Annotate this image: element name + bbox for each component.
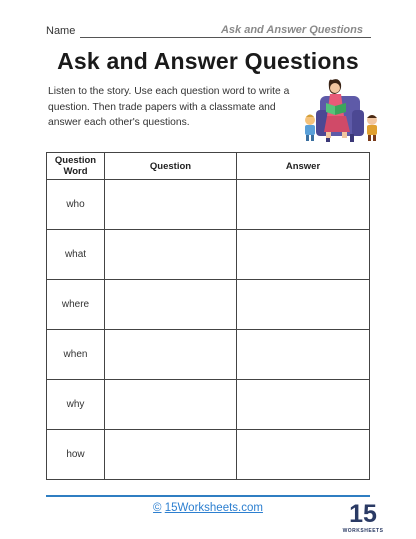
- name-line[interactable]: [80, 37, 371, 38]
- table-row: [47, 280, 370, 330]
- table-row: [47, 230, 370, 280]
- name-header: [46, 24, 371, 40]
- question-word-cell: who: [47, 180, 105, 230]
- storytime-illustration: [302, 76, 382, 144]
- question-cell[interactable]: [105, 280, 237, 330]
- logo-number: 15: [349, 500, 377, 528]
- question-cell[interactable]: [105, 330, 237, 380]
- answer-cell[interactable]: [237, 180, 370, 230]
- footer-divider: [46, 495, 370, 497]
- question-word-cell: what: [47, 230, 105, 280]
- question-cell[interactable]: [105, 380, 237, 430]
- question-word-cell: how: [47, 430, 105, 480]
- column-header-question-word: Question Word: [47, 153, 105, 180]
- table-row: [47, 180, 370, 230]
- logo-text: WORKSHEETS: [342, 528, 384, 534]
- question-cell[interactable]: [105, 230, 237, 280]
- instructions-text: Listen to the story. Use each question word to write a question. Then trade papers with a classmate and answer each other's questions.: [48, 86, 290, 128]
- question-answer-table: [46, 152, 370, 480]
- question-word-cell: why: [47, 380, 105, 430]
- question-cell[interactable]: [105, 430, 237, 480]
- site-name: 15Worksheets.com: [164, 502, 263, 514]
- question-cell[interactable]: [105, 180, 237, 230]
- answer-cell[interactable]: [237, 280, 370, 330]
- table-row: [47, 330, 370, 380]
- column-header-question: Question: [105, 153, 237, 180]
- header-title: Ask and Answer Questions: [220, 24, 363, 36]
- question-word-cell: when: [47, 330, 105, 380]
- answer-cell[interactable]: [237, 430, 370, 480]
- table-row: [47, 430, 370, 480]
- table-header-row: [47, 153, 370, 180]
- worksheets-logo: [340, 502, 386, 536]
- copyright-symbol: ©: [153, 502, 162, 514]
- table-row: [47, 380, 370, 430]
- column-header-answer: Answer: [237, 153, 370, 180]
- answer-cell[interactable]: [237, 330, 370, 380]
- answer-cell[interactable]: [237, 230, 370, 280]
- question-word-cell: where: [47, 280, 105, 330]
- name-label: Name: [46, 25, 76, 37]
- page-title: Ask and Answer Questions: [57, 48, 359, 74]
- answer-cell[interactable]: [237, 380, 370, 430]
